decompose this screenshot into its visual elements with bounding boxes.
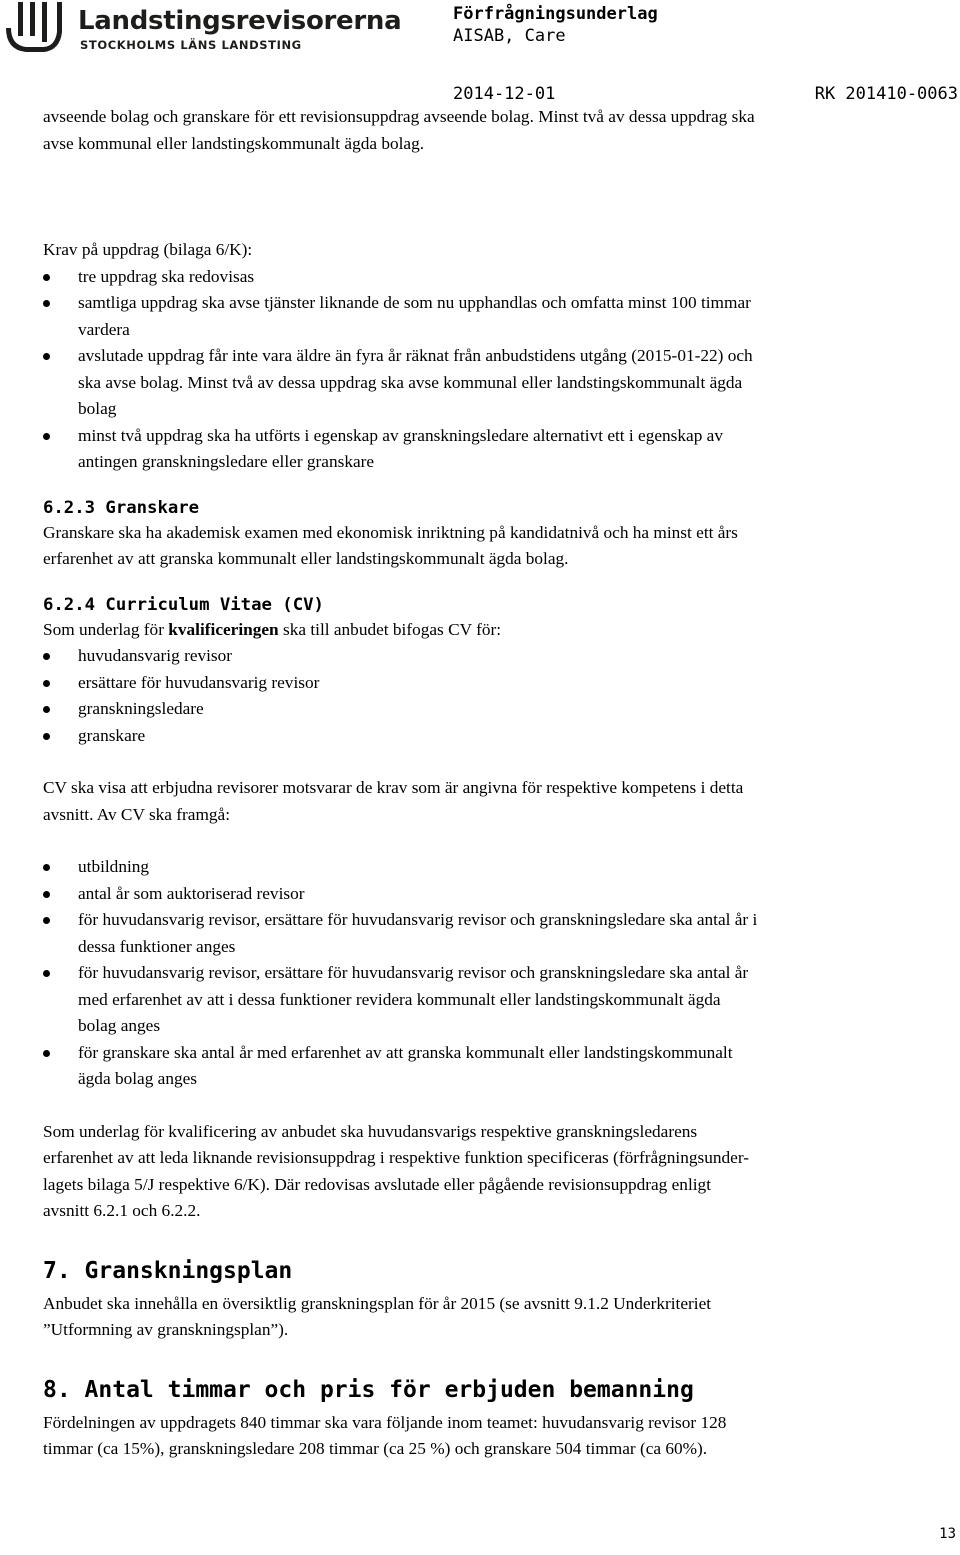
paragraph-line: timmar (ca 15%), granskningsledare 208 timmar (ca 25 %) och granskare 504 timmar (ca 60%). <box>43 1439 708 1458</box>
paragraph-line: lagets bilaga 5/J respektive 6/K). Där redovisas avslutade eller pågående revisionsuppdrag enligt <box>43 1174 711 1194</box>
cv-content-list <box>43 854 955 1093</box>
list-item: minst två uppdrag ska ha utförts i egenskap av granskningsledare alternativt ett i egenskap av antingen granskningsledare eller granskare <box>43 423 955 476</box>
paragraph-line: CV ska visa att erbjudna revisorer motsvarar de krav som är angivna för respektive kompetens i detta <box>43 778 744 797</box>
cv-roles-list <box>43 643 955 749</box>
list-item: för huvudansvarig revisor, ersättare för huvudansvarig revisor och granskningsledare ska antal år i dessa funktioner anges <box>43 907 955 960</box>
list-item: huvudansvarig revisor <box>43 643 955 670</box>
cv-intro: Som underlag för kvalificeringen ska till anbudet bifogas CV för: <box>43 619 502 639</box>
list-item: avslutade uppdrag får inte vara äldre än fyra år räknat från anbudstidens utgång (2015-01-22) och ska avse bolag. Minst två av dessa uppdrag ska avse kommunal eller landstingskommunalt ägda bolag <box>43 343 955 423</box>
organization-name: Landstingsrevisorerna <box>78 6 402 36</box>
paragraph-line: avsnitt 6.2.1 och 6.2.2. <box>43 1201 201 1220</box>
organization-subtitle: STOCKHOLMS LÄNS LANDSTING <box>80 38 302 52</box>
document-body <box>43 104 955 1463</box>
paragraph-line: erfarenhet av att granska kommunalt eller landstingskommunalt ägda bolag. <box>43 549 569 568</box>
section-heading-7: 7. Granskningsplan <box>43 1257 293 1284</box>
list-item: granskningsledare <box>43 696 955 723</box>
list-item: för granskare ska antal år med erfarenhet av att granska kommunalt eller landstingskommunalt ägda bolag anges <box>43 1040 955 1093</box>
list-item: ersättare för huvudansvarig revisor <box>43 670 955 697</box>
paragraph-line: Anbudet ska innehålla en översiktlig granskningsplan för år 2015 (se avsnitt 9.1.2 Underkriteriet <box>43 1293 712 1313</box>
paragraph-line: Fördelningen av uppdragets 840 timmar ska vara följande inom teamet: huvudansvarig revisor 128 <box>43 1412 727 1432</box>
paragraph-line: Som underlag för kvalificering av anbudet ska huvudansvarigs respektive granskningsledarens <box>43 1121 698 1141</box>
list-item: granskare <box>43 723 955 750</box>
document-client: AISAB, Care <box>453 26 566 46</box>
requirements-list <box>43 264 955 476</box>
page-number: 13 <box>939 1526 956 1542</box>
intro-line: avse kommunal eller landstingskommunalt ägda bolag. <box>43 133 425 153</box>
paragraph-line: avsnitt. Av CV ska framgå: <box>43 804 231 824</box>
section-heading-8: 8. Antal timmar och pris för erbjuden bemanning <box>43 1376 694 1403</box>
list-item: för huvudansvarig revisor, ersättare för huvudansvarig revisor och granskningsledare ska antal år med erfarenhet av att i dessa funktioner revidera kommunalt eller landstingskommunalt ägda bolag anges <box>43 960 955 1040</box>
document-type: Förfrågningsunderlag <box>453 4 658 24</box>
requirements-title: Krav på uppdrag (bilaga 6/K): <box>43 240 253 259</box>
intro-line: avseende bolag och granskare för ett revisionsuppdrag avseende bolag. Minst två av dessa uppdrag ska <box>43 107 755 126</box>
organization-logo <box>4 2 404 54</box>
page-header <box>0 0 960 112</box>
document-date: 2014-12-01 <box>453 84 556 104</box>
list-item: antal år som auktoriserad revisor <box>43 881 955 908</box>
landstingsrevisorerna-logo-icon <box>4 2 66 54</box>
paragraph-line: Granskare ska ha akademisk examen med ekonomisk inriktning på kandidatnivå och ha minst ett års <box>43 522 738 542</box>
paragraph-line: erfarenhet av att leda liknande revisionsuppdrag i respektive funktion specificeras (förfrågningsunder- <box>43 1148 749 1167</box>
document-reference: RK 201410-0063 <box>814 84 958 104</box>
list-item: tre uppdrag ska redovisas <box>43 264 955 291</box>
list-item: samtliga uppdrag ska avse tjänster liknande de som nu upphandlas och omfatta minst 100 timmar vardera <box>43 290 955 343</box>
paragraph-line: ”Utformning av granskningsplan”). <box>43 1320 289 1339</box>
section-heading-6-2-4: 6.2.4 Curriculum Vitae (CV) <box>43 594 324 615</box>
section-heading-6-2-3: 6.2.3 Granskare <box>43 497 200 518</box>
list-item: utbildning <box>43 854 955 881</box>
